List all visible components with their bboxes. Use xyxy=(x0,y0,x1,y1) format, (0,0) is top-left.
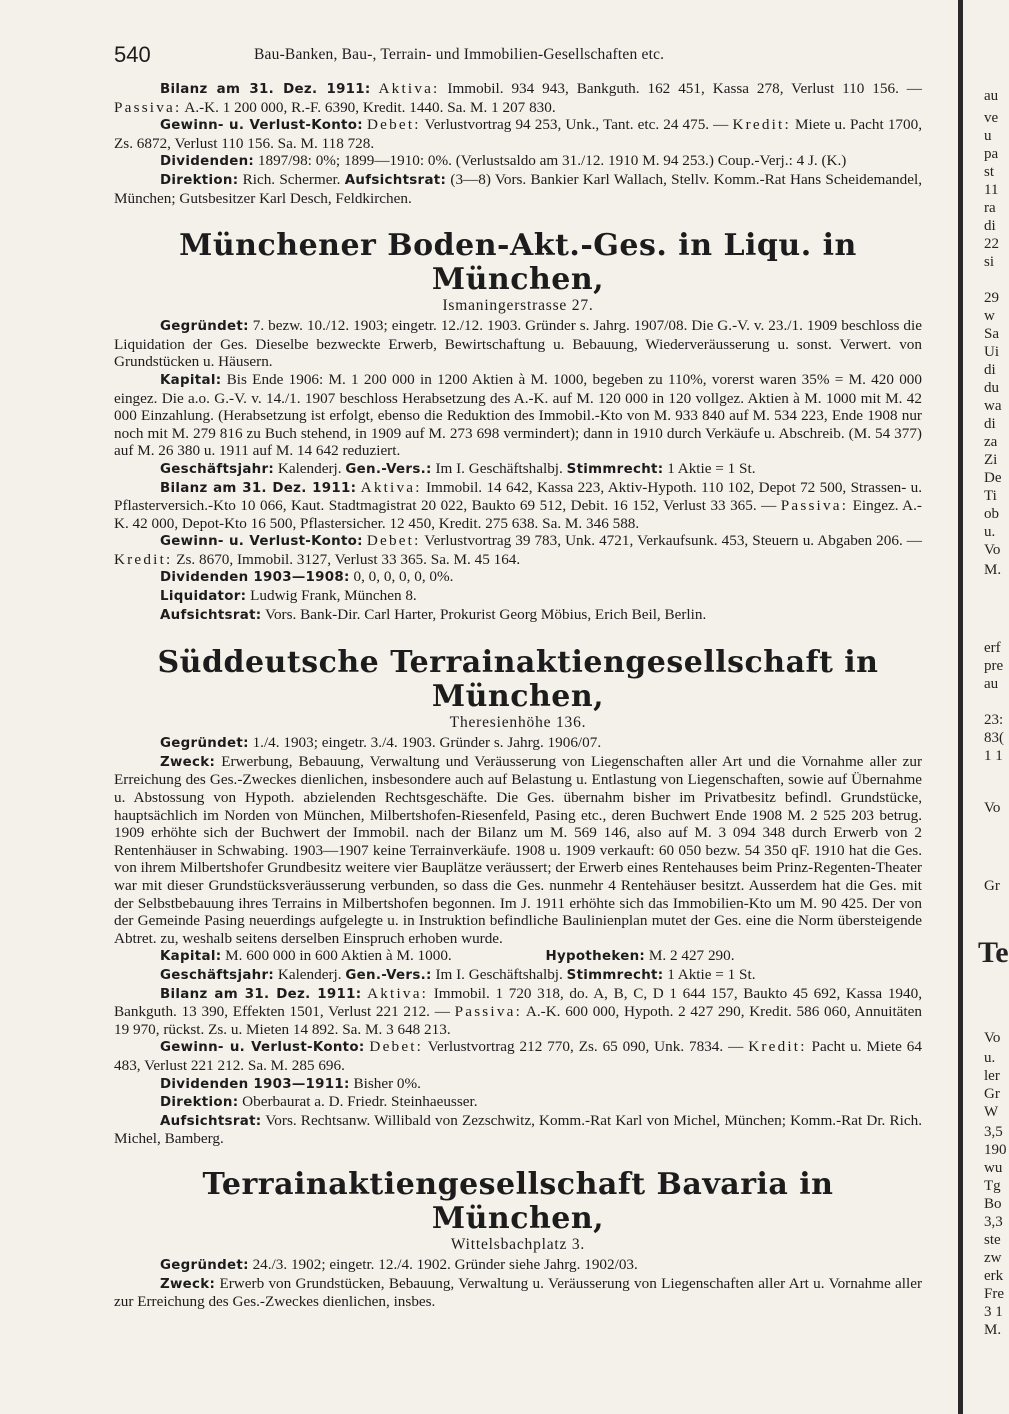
adjacent-page-fragment: M. xyxy=(984,562,1002,578)
adjacent-page-fragment: u. xyxy=(984,524,996,540)
adjacent-page-fragment: Vo xyxy=(984,800,1001,816)
field-label: Geschäftsjahr: xyxy=(160,461,275,477)
spaced-label: Kredit: xyxy=(732,116,791,134)
field-text: M. 600 000 in 600 Aktien à M. 1000. xyxy=(221,947,452,965)
spaced-label: Kredit: xyxy=(748,1038,807,1056)
page-header xyxy=(114,38,922,74)
adjacent-page-fragment: au xyxy=(984,676,999,692)
profit-loss-paragraph xyxy=(114,532,922,568)
adjacent-page-fragment: ve xyxy=(984,110,999,126)
fiscal-year-paragraph xyxy=(114,966,922,985)
founded-paragraph xyxy=(114,317,922,371)
adjacent-page-fragment: Gr xyxy=(984,1086,1000,1102)
company-address: Theresienhöhe 136. xyxy=(449,714,587,732)
field-label: Liquidator: xyxy=(160,589,247,605)
profit-loss-paragraph xyxy=(114,1038,922,1074)
dividends-paragraph xyxy=(114,1075,922,1094)
directors-paragraph xyxy=(114,171,922,207)
field-label: Stimmrecht: xyxy=(566,967,664,983)
field-text: Kalenderj. xyxy=(274,459,346,477)
field-label: Kapital: xyxy=(160,949,222,965)
field-text: Zs. 8670, Immobil. 3127, Verlust 33 365. Sa. M. 45 164. xyxy=(172,550,521,568)
adjacent-page-fragment: za xyxy=(984,434,998,450)
field-label: Bilanz am 31. Dez. 1911: xyxy=(160,82,371,97)
adjacent-page-fragment: Zi xyxy=(984,452,998,468)
field-label: Dividenden: xyxy=(160,154,255,170)
field-label: Gen.-Vers.: xyxy=(345,461,432,477)
supervisory-board-paragraph xyxy=(114,606,922,625)
field-label: Gewinn- u. Verlust-Konto: xyxy=(160,118,363,134)
previous-company-continuation xyxy=(114,80,922,207)
field-text: Erwerbung, Bebauung, Verwaltung und Veräusserung von Liegenschaften aller Art und die Vornahme aller zur Erreichung des Ges.-Zweckes dienlichen, insbesondere auch auf Belastung u. Entlastung von Liegenschaften, sowie auf Übernahme u. Abstossung von Hypoth. abzielenden Rechtsgeschäfte. Die Ges. übernahm bisher im Privatbesitz befindl. Grundstücke, hauptsächlich im Norden von München, Milbertshofen-Riesenfeld, Pasing etc., deren Buchwert Ende 1908 M. 2 525 203 betrug. 1909 erhöhte sich der Buchwert der Immobil. nach der Bilanz um M. 569 146, also auf M. 3 094 348 durch Erwerb von 2 Rentenhäuser in Schwabing. 1903—1907 keine Terrainverkäufe. 1908 u. 1909 verkauft: 60 050 bezw. 54 350 qF. 1910 hat die Ges. von ihrem Milbertshofer Grundbesitz weitere vier Bauplätze veräussert; der Erwerb eines Rentehauses beim Prinz-Regenten-Theater war mit dieser Grundstücksveräusserung verbunden, so dass die Ges. nunmehr 4 Rentehäuser besitzt. Ausserdem hat die Ges. mit der Selbstbebauung ihres Terrains in Milbertshofen begonnen. Im J. 1911 erhöhte sich das Immobilien-Kto um M. 90 425. Der von der Gemeinde Pasing neuerdings aufgelegte u. in Instruktion befindliche Baulinienplan mutet der Ges. eine die Norm übersteigende Abtret. zu, weshalb seitens derselben Einspruch erhoben wurde. xyxy=(114,752,922,947)
field-text: Verlustvortrag 212 770, Zs. 65 090, Unk. 7834. — xyxy=(423,1038,749,1056)
main-column xyxy=(114,38,922,1311)
adjacent-page-fragment: Te xyxy=(978,936,1009,969)
field-text: 7. bezw. 10./12. 1903; eingetr. 12./12. 1903. Gründer s. Jahrg. 1907/08. Die G.-V. v. 23./1. 1909 beschloss die Liquidation der Ges. Dieselbe bezweckte Erwerb, Bewirtschaftung u. Bebauung, Wiederveräusserung u. sonst. Verwert. von Grundstücken u. Häusern. xyxy=(114,317,922,371)
field-label: Stimmrecht: xyxy=(566,461,664,477)
field-text: Erwerb von Grundstücken, Bebauung, Verwaltung u. Veräusserung von Liegenschaften aller Art u. Vornahme aller zur Erreichung des Ges.-Zweckes dienlichen, insbes. xyxy=(114,1274,922,1311)
capital-paragraph xyxy=(114,371,922,460)
spaced-label: Aktiva: xyxy=(367,984,429,1002)
field-text: Verlustvortrag 94 253, Unk., Tant. etc. 24 475. — xyxy=(420,116,733,134)
company-title: Süddeutsche Terrainaktiengesellschaft in München, xyxy=(157,645,879,715)
adjacent-page-fragment: Sa xyxy=(984,326,999,342)
field-label: Gewinn- u. Verlust-Konto: xyxy=(160,1040,365,1056)
adjacent-page-fragment: 11 xyxy=(984,182,999,198)
field-text: 1 Aktie = 1 St. xyxy=(663,459,756,477)
adjacent-page-fragment: Bo xyxy=(984,1196,1002,1212)
purpose-paragraph xyxy=(114,1275,922,1311)
field-label: Gegründet: xyxy=(160,736,249,752)
company-address: Ismaningerstrasse 27. xyxy=(442,297,594,315)
adjacent-page-fragment: ra xyxy=(984,200,996,216)
adjacent-page-fragment: st xyxy=(984,164,995,180)
spaced-label: Aktiva: xyxy=(360,478,422,496)
profit-loss-paragraph xyxy=(114,116,922,152)
field-text: 24./3. 1902; eingetr. 12./4. 1902. Gründer siehe Jahrg. 1902/03. xyxy=(248,1255,638,1273)
adjacent-page-fragment: erf xyxy=(984,640,1001,656)
founded-paragraph xyxy=(114,734,922,753)
field-text: Miete u. Pacht 1700, Zs. 6872, Verlust 110 156. Sa. M. 118 728. xyxy=(114,116,922,152)
supervisory-board-paragraph xyxy=(114,1112,922,1148)
spaced-label: Debet: xyxy=(366,532,421,550)
company-body xyxy=(114,317,922,624)
adjacent-page-fragment: Gr xyxy=(984,878,1000,894)
adjacent-page-fragment: De xyxy=(984,470,1002,486)
field-label: Zweck: xyxy=(160,754,216,770)
spaced-label: Kredit: xyxy=(114,550,173,568)
adjacent-page-fragment: ste xyxy=(984,1232,1001,1248)
adjacent-page-fragment: ob xyxy=(984,506,999,522)
field-text: Immobil. 934 943, Bankguth. 162 451, Kassa 278, Verlust 110 156. — xyxy=(439,80,922,97)
field-label: Direktion: xyxy=(160,1095,239,1111)
field-text: 1 Aktie = 1 St. xyxy=(663,965,756,983)
adjacent-page-fragment: Fre xyxy=(984,1286,1004,1302)
adjacent-page-fragment: wu xyxy=(984,1160,1003,1176)
dividends-paragraph xyxy=(114,152,922,171)
field-text: Verlustvortrag 39 783, Unk. 4721, Verkaufsunk. 453, Steuern u. Abgaben 206. — xyxy=(420,532,922,550)
field-text: (3—8) Vors. Bankier Karl Wallach, Stellv. Komm.-Rat Hans Scheidemandel, München; Gutsbesitzer Karl Desch, Feldkirchen. xyxy=(114,170,923,207)
field-label: Gegründet: xyxy=(160,1257,249,1273)
field-label: Kapital: xyxy=(160,372,222,388)
adjacent-page-fragment: 1 1 xyxy=(984,748,1003,764)
adjacent-page-fragment: di xyxy=(984,362,996,378)
adjacent-page-fragment: di xyxy=(984,416,996,432)
company-entry-muenchener-boden xyxy=(114,229,922,624)
adjacent-page-fragment: au xyxy=(984,88,999,104)
fiscal-year-paragraph xyxy=(114,460,922,479)
adjacent-page-fragment: pre xyxy=(984,658,1004,674)
adjacent-page-fragment: Ti xyxy=(984,488,997,504)
company-entry-bavaria xyxy=(114,1168,922,1311)
field-label: Bilanz am 31. Dez. 1911: xyxy=(160,986,362,1002)
adjacent-page-fragment: si xyxy=(984,254,995,270)
field-text: A.-K. 600 000, Hypoth. 2 427 290, Kredit. 586 060, Annuitäten 19 970, rückst. Zs. u. Mieten 14 892. Sa. M. 3 648 213. xyxy=(114,1003,922,1038)
adjacent-page-fragment: 83( xyxy=(984,730,1004,746)
adjacent-page-fragment: zw xyxy=(984,1250,1002,1266)
field-label: Dividenden 1903—1908: xyxy=(160,570,350,586)
company-body xyxy=(114,734,922,1148)
page-gutter-edge xyxy=(958,0,963,1414)
spaced-label: Passiva: xyxy=(454,1003,522,1021)
adjacent-page-fragment: 22 xyxy=(984,236,999,252)
field-text: M. 2 427 290. xyxy=(645,947,735,965)
field-label: Dividenden 1903—1911: xyxy=(160,1076,350,1092)
spaced-label: Debet: xyxy=(369,1038,424,1056)
adjacent-page-fragment: erk xyxy=(984,1268,1004,1284)
field-label: Direktion: xyxy=(160,172,239,188)
adjacent-page-fragment: Vo xyxy=(984,542,1001,558)
spaced-label: Debet: xyxy=(366,116,421,134)
adjacent-page-fragment: Ui xyxy=(984,344,999,360)
adjacent-page-fragment: W xyxy=(984,1104,999,1120)
field-text: Pacht u. Miete 64 483, Verlust 221 212. Sa. M. 285 696. xyxy=(114,1038,922,1074)
field-text: Eingez. A.-K. 42 000, Depot-Kto 16 500, Pflastersicher. 12 450, Kredit. 275 638. Sa. M. 346 588. xyxy=(114,497,922,532)
field-text: Rich. Schermer. xyxy=(238,170,341,188)
field-text: Bis Ende 1906: M. 1 200 000 in 1200 Aktien à M. 1000, begeben zu 110%, vorerst waren 35% = M. 420 000 eingez. Die a.o. G.-V. v. 14./1. 1907 beschloss Herabsetzung des A.-K. auf M. 120 000 in 120 vollgez. Aktien à M. 1000 mit M. 42 000 Einzahlung. (Herabsetzung ist erfolgt, ebenso die Reduktion des Immobil.-Kto von M. 933 840 auf M. 534 223, Ende 1908 nur noch mit M. 279 816 zu Buch stehend, in 1909 auf M. 273 698 vermindert); dann in 1910 durch Verkäufe u. Abschreib. (M. 54 377) auf M. 26 380 u. 1911 auf M. 14 642 reduziert. xyxy=(114,370,922,460)
company-body xyxy=(114,1256,922,1311)
page-number: 540 xyxy=(114,42,151,67)
spaced-label: Aktiva: xyxy=(378,80,440,97)
field-label: Aufsichtsrat: xyxy=(160,1113,262,1129)
field-text: Ludwig Frank, München 8. xyxy=(246,587,417,605)
adjacent-page-fragment: du xyxy=(984,380,999,396)
field-text: Immobil. 1 720 318, do. A, B, C, D 1 644 157, Baukto 45 692, Kassa 1940, Bankguth. 13 390, Effekten 1501, Verlust 221 212. — xyxy=(114,984,922,1021)
adjacent-page-fragment: Tg xyxy=(984,1178,1001,1194)
adjacent-page-fragment: ler xyxy=(984,1068,1000,1084)
field-label: Aufsichtsrat: xyxy=(344,172,447,188)
field-label: Geschäftsjahr: xyxy=(160,967,275,983)
adjacent-page-fragment: 3 1 xyxy=(984,1304,1003,1320)
capital-paragraph xyxy=(114,947,922,966)
founded-paragraph xyxy=(114,1256,922,1275)
field-text: Immobil. 14 642, Kassa 223, Aktiv-Hypoth. 110 102, Depot 72 500, Strassen- u. Pflasterversich.-Kto 10 066, Kaut. Stadtmagistrat 20 022, Baukto 69 512, Debit. 16 152, Verlust 33 365. — xyxy=(114,478,923,515)
balance-sheet-paragraph xyxy=(114,985,922,1039)
adjacent-page-fragment: di xyxy=(984,218,996,234)
liquidator-paragraph xyxy=(114,587,922,606)
field-text: Bisher 0%. xyxy=(349,1074,421,1092)
field-text: Vors. Rechtsanw. Willibald von Zezschwitz, Komm.-Rat Karl von Michel, München; Komm.-Rat Dr. Rich. Michel, Bamberg. xyxy=(114,1111,922,1148)
adjacent-page-fragment: wa xyxy=(984,398,1002,414)
field-text: A.-K. 1 200 000, R.-F. 6390, Kredit. 1440. Sa. M. 1 207 830. xyxy=(181,98,556,116)
balance-sheet-paragraph xyxy=(114,80,922,116)
field-label: Gegründet: xyxy=(160,319,249,335)
company-entry-sueddeutsche-terrain xyxy=(114,646,922,1148)
adjacent-page-fragment: Vo xyxy=(984,1030,1001,1046)
dividends-paragraph xyxy=(114,568,922,587)
field-text: 1897/98: 0%; 1899—1910: 0%. (Verlustsaldo am 31./12. 1910 M. 94 253.) Coup.-Verj.: 4 J. (K.) xyxy=(254,152,847,170)
adjacent-page-fragment: w xyxy=(984,308,995,324)
field-text: Im I. Geschäftshalbj. xyxy=(431,965,567,983)
adjacent-page-fragment: 29 xyxy=(984,290,999,306)
adjacent-page-fragment: 23: xyxy=(984,712,1004,728)
field-label: Gen.-Vers.: xyxy=(345,967,432,983)
field-text: 0, 0, 0, 0, 0, 0%. xyxy=(349,568,454,586)
spaced-label: Passiva: xyxy=(114,98,182,116)
adjacent-page-fragment: 3,3 xyxy=(984,1214,1003,1230)
company-title: Münchener Boden-Akt.-Ges. in Liqu. in München, xyxy=(179,228,857,298)
adjacent-page-fragment: M. xyxy=(984,1322,1002,1338)
company-title: Terrainaktiengesellschaft Bavaria in München, xyxy=(202,1166,834,1236)
field-label: Gewinn- u. Verlust-Konto: xyxy=(160,534,363,550)
field-text: Im I. Geschäftshalbj. xyxy=(431,459,567,477)
adjacent-page-fragment: pa xyxy=(984,146,999,162)
field-label: Aufsichtsrat: xyxy=(160,607,262,623)
adjacent-page-strip xyxy=(970,0,1009,1414)
field-text: Kalenderj. xyxy=(274,965,346,983)
field-text: Oberbaurat a. D. Friedr. Steinhaeusser. xyxy=(238,1093,478,1111)
field-text: Vors. Bank-Dir. Carl Harter, Prokurist Georg Möbius, Erich Beil, Berlin. xyxy=(261,605,707,623)
adjacent-page-fragment: 190 xyxy=(984,1142,1007,1158)
field-text: 1./4. 1903; eingetr. 3./4. 1903. Gründer s. Jahrg. 1906/07. xyxy=(248,734,602,752)
running-head: Bau-Banken, Bau-, Terrain- und Immobilien-Gesellschaften etc. xyxy=(254,46,665,63)
company-address: Wittelsbachplatz 3. xyxy=(450,1235,586,1253)
field-label: Hypotheken: xyxy=(545,949,646,965)
spaced-label: Passiva: xyxy=(780,497,849,515)
directors-paragraph xyxy=(114,1093,922,1112)
adjacent-page-fragment: 3,5 xyxy=(984,1124,1003,1140)
field-label: Zweck: xyxy=(160,1276,216,1292)
adjacent-page-fragment: u xyxy=(984,128,992,144)
field-label: Bilanz am 31. Dez. 1911: xyxy=(160,480,357,496)
balance-sheet-paragraph xyxy=(114,479,922,533)
adjacent-page-fragment: u. xyxy=(984,1050,996,1066)
purpose-paragraph xyxy=(114,753,922,948)
